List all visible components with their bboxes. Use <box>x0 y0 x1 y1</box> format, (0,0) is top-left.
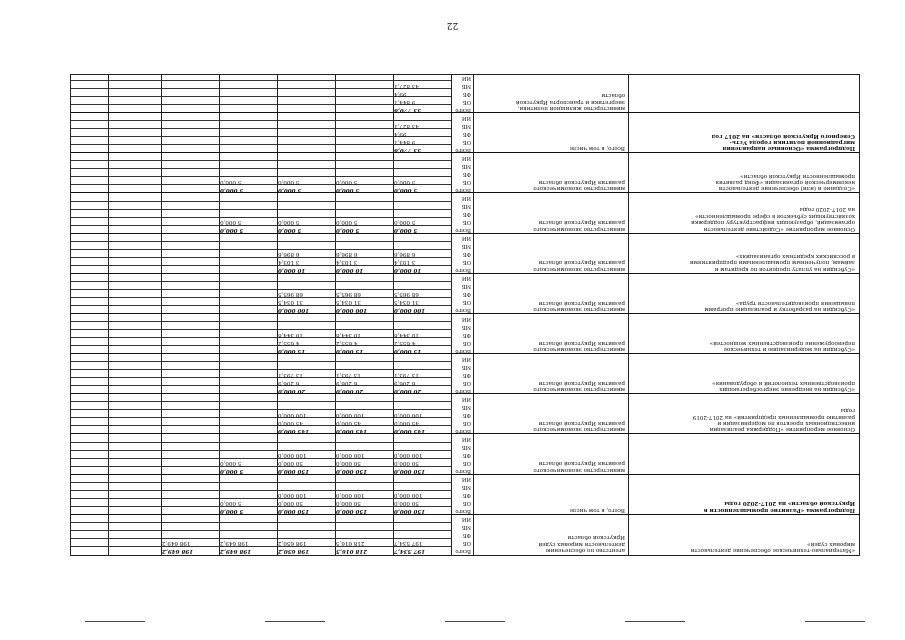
executor-line: агентство по обеспечению <box>545 547 625 553</box>
amount-cell: 13 793,1 <box>278 371 303 378</box>
budget-table <box>70 74 860 556</box>
row-divider <box>71 369 452 370</box>
program-title-line: Подпрограмма «Основные направления <box>722 145 855 152</box>
amount-cell: 198 649,2 <box>220 540 249 547</box>
row-divider <box>71 281 452 282</box>
funding-source-code: ФБ <box>462 211 471 218</box>
amount-cell: 3 103,4 <box>278 259 300 266</box>
funding-source-code: ФБ <box>462 130 471 137</box>
row-divider <box>71 538 452 539</box>
row-divider <box>71 313 859 314</box>
amount-cell: 50 000,0 <box>278 460 303 467</box>
executor-line: развития Иркутской области <box>538 259 625 266</box>
amount-cell: 150 000,0 <box>336 468 368 475</box>
amount-cell: 15 000,0 <box>278 347 306 354</box>
funding-source-code: МБ <box>461 203 471 210</box>
amount-cell: 53 770,6 <box>394 146 422 153</box>
amount-cell: 218 016,5 <box>336 548 368 555</box>
row-divider <box>71 160 452 161</box>
funding-source-code: Всего <box>455 106 471 113</box>
row-divider <box>71 442 452 443</box>
row-divider <box>71 249 452 250</box>
funding-source-code: ФБ <box>462 331 471 338</box>
amount-cell: 198 650,2 <box>278 548 310 555</box>
amount-cell: 197 534,7 <box>394 540 423 547</box>
executor-line: министерство экономического <box>533 265 625 272</box>
amount-cell: 5 000,0 <box>220 227 244 234</box>
program-title-line: промышленности Иркутской области» <box>740 172 855 179</box>
funding-source-code: ИИ <box>461 114 471 121</box>
amount-cell: 5 000,0 <box>220 219 242 226</box>
row-divider <box>71 490 452 491</box>
amount-cell: 5 000,0 <box>278 219 300 226</box>
amount-cell: 100 000,0 <box>278 452 307 459</box>
amount-cell: 10 000,0 <box>394 267 422 274</box>
funding-source-code: ИИ <box>461 476 471 483</box>
amount-cell: 5 000,0 <box>394 187 418 193</box>
program-title-line: некоммерческой организации «Фонд развития <box>715 179 855 186</box>
executor-line: министерство экономического <box>533 426 625 433</box>
executor-line: энергетики и транспорта Иркутской <box>515 98 625 105</box>
program-title-line: организаций, образующих инфраструктуру поддержки <box>690 219 855 226</box>
column-divider <box>473 75 474 555</box>
funding-source-code: ОБ <box>462 500 471 507</box>
row-divider <box>71 482 452 483</box>
amount-cell: 145 000,0 <box>336 428 368 434</box>
amount-cell: 150 000,0 <box>278 508 310 515</box>
amount-cell: 5 000,0 <box>220 508 244 515</box>
row-divider <box>71 217 452 218</box>
funding-source-code: ИИ <box>461 516 471 523</box>
funding-source-code: МБ <box>461 162 471 169</box>
amount-cell: 5 000,0 <box>394 219 416 226</box>
amount-cell: 4 655,2 <box>278 339 300 346</box>
amount-cell: 10 344,8 <box>336 331 361 338</box>
row-divider <box>71 201 452 202</box>
funding-source-code: МБ <box>461 283 471 290</box>
amount-cell: 5 000,0 <box>394 178 416 185</box>
funding-source-code: МБ <box>461 363 471 370</box>
program-title-line: «Субсидии на разработку и реализацию программ <box>704 306 855 312</box>
program-title-line: повышения производительности труда» <box>735 299 855 306</box>
row-divider <box>71 522 452 523</box>
amount-cell: 6 206,9 <box>394 379 416 386</box>
amount-cell: 150 000,0 <box>394 508 426 515</box>
amount-cell: 100 000,0 <box>336 307 368 314</box>
funding-source-code: ОБ <box>462 219 471 226</box>
amount-cell: 100 000,0 <box>394 492 423 499</box>
program-title-line: «Субсидии на уплату процентов по кредитам и <box>714 265 855 272</box>
row-divider <box>71 321 452 322</box>
row-divider <box>71 241 452 242</box>
funding-source-code: ОБ <box>462 460 471 467</box>
amount-cell: 43 827,1 <box>394 122 419 129</box>
program-title-line: «Субсидии на внедрение энергосберегающих <box>719 386 855 393</box>
program-title-line: мировых судей» <box>807 540 855 547</box>
amount-cell: 198 649,2 <box>220 548 252 555</box>
executor-line: области <box>601 92 625 99</box>
amount-cell: 9 844,1 <box>394 98 416 105</box>
program-title-line: «Создание и (или) обеспечение деятельности <box>718 185 855 192</box>
amount-cell: 100 000,0 <box>278 411 307 418</box>
executor-line: развития Иркутской области <box>538 339 625 346</box>
row-divider <box>71 80 452 81</box>
amount-cell: 150 000,0 <box>278 468 310 475</box>
amount-cell: 68 965,5 <box>336 291 361 298</box>
amount-cell: 4 655,2 <box>336 339 358 346</box>
row-divider <box>71 289 452 290</box>
funding-source-code: Всего <box>455 548 471 555</box>
executor-line: развития Иркутской области <box>538 460 625 467</box>
row-divider <box>71 168 452 169</box>
amount-cell: 45 000,0 <box>336 419 361 426</box>
program-title-line: хозяйствующих субъектов в сфере промышленности» <box>695 212 855 219</box>
executor-line: Иркутской области <box>567 534 625 541</box>
program-title-line: в российских кредитных организациях» <box>735 253 855 260</box>
amount-cell: 15 000,0 <box>394 347 422 354</box>
amount-cell: 13 793,1 <box>394 371 419 378</box>
funding-source-code: ОБ <box>462 299 471 306</box>
funding-source-code: Всего <box>455 267 471 274</box>
funding-source-code: ФБ <box>462 371 471 378</box>
amount-cell: 100 000,0 <box>394 452 423 459</box>
amount-cell: 10 000,0 <box>336 267 364 274</box>
amount-cell: 31 034,5 <box>394 299 419 306</box>
funding-source-code: ИИ <box>461 436 471 443</box>
funding-source-code: МБ <box>461 444 471 451</box>
funding-source-code: ОБ <box>462 138 471 145</box>
amount-cell: 53 770,6 <box>394 106 422 113</box>
amount-cell: 31 034,5 <box>336 299 361 306</box>
amount-cell: 50 000,0 <box>394 500 419 507</box>
amount-cell: 6 206,9 <box>336 379 358 386</box>
amount-cell: 99,4 <box>394 90 407 97</box>
footer-dash <box>445 621 505 622</box>
page-number: 22 <box>446 20 459 30</box>
amount-cell: 150 000,0 <box>394 468 426 475</box>
amount-cell: 45 000,0 <box>394 419 419 426</box>
funding-source-code: ФБ <box>462 492 471 499</box>
funding-source-code: ИИ <box>461 355 471 362</box>
funding-source-code: ИИ <box>461 315 471 322</box>
program-title-line: Основное мероприятие «Поддержка реализации <box>709 426 855 433</box>
column-divider <box>219 75 220 555</box>
program-title-line: развитию промышленных предприятий» на 2017-2019 <box>692 413 855 420</box>
amount-cell: 50 000,0 <box>336 460 361 467</box>
funding-source-code: ОБ <box>462 379 471 386</box>
funding-source-code: ОБ <box>462 178 471 185</box>
row-divider <box>71 530 452 531</box>
amount-cell: 68 965,5 <box>394 291 419 298</box>
funding-source-code: ИИ <box>461 74 471 81</box>
amount-cell: 5 000,0 <box>394 227 418 234</box>
executor-line: министерство экономического <box>533 185 625 192</box>
funding-source-code: ИИ <box>461 154 471 161</box>
row-divider <box>71 361 452 362</box>
amount-cell: 5 000,0 <box>278 178 300 185</box>
funding-source-code: Всего <box>455 508 471 515</box>
funding-source-code: МБ <box>461 484 471 491</box>
amount-cell: 6 206,9 <box>278 379 300 386</box>
funding-source-code: МБ <box>461 82 471 89</box>
amount-cell: 43 827,1 <box>394 82 419 89</box>
amount-cell: 20 000,0 <box>336 387 364 394</box>
amount-cell: 5 000,0 <box>278 227 302 234</box>
amount-cell: 6 896,6 <box>278 251 300 258</box>
footer-dash <box>265 621 325 622</box>
amount-cell: 10 344,8 <box>394 331 419 338</box>
program-title-line: «Материально-техническое обеспечение деятельности <box>690 547 855 553</box>
amount-cell: 15 000,0 <box>336 347 364 354</box>
column-divider <box>108 75 109 555</box>
program-title-line: перевооружение производственных мощностей» <box>709 339 855 346</box>
amount-cell: 100 000,0 <box>394 307 426 314</box>
funding-source-code: Всего <box>455 468 471 475</box>
funding-source-code: ФБ <box>462 251 471 258</box>
funding-source-code: ФБ <box>462 90 471 97</box>
column-divider <box>277 75 278 555</box>
funding-source-code: МБ <box>461 323 471 330</box>
amount-cell: 4 655,2 <box>394 339 416 346</box>
program-title-line: Иркутской области» на 2017-2020 годы <box>724 500 855 507</box>
executor-line: министерство экономического <box>533 306 625 312</box>
amount-cell: 99,4 <box>394 130 407 137</box>
amount-cell: 9 844,1 <box>394 138 416 145</box>
funding-source-code: Всего <box>455 428 471 434</box>
amount-cell: 145 000,0 <box>278 428 310 434</box>
funding-source-code: Всего <box>455 146 471 153</box>
funding-source-code: Всего <box>455 227 471 234</box>
amount-cell: 6 896,6 <box>394 251 416 258</box>
executor-line: министерство экономического <box>533 346 625 353</box>
executor-line: развития Иркутской области <box>538 179 625 186</box>
program-title-line: Северного Иркутской области» на 2017 год <box>711 132 855 139</box>
executor-line: развития Иркутской области <box>538 379 625 386</box>
executor-line: развития Иркутской области <box>538 299 625 306</box>
executor-line: развития Иркутской области <box>538 420 625 427</box>
funding-source-code: МБ <box>461 403 471 410</box>
program-title-line: займам, полученным промышленными предприятиями <box>689 259 855 266</box>
funding-source-code: ОБ <box>462 339 471 346</box>
funding-source-code: МБ <box>461 524 471 531</box>
funding-source-code: Всего <box>455 387 471 394</box>
footer-dash <box>85 621 145 622</box>
funding-source-code: ОБ <box>462 98 471 105</box>
funding-source-code: ОБ <box>462 540 471 547</box>
amount-cell: 197 534,7 <box>394 548 426 555</box>
funding-source-code: ИИ <box>461 395 471 402</box>
column-divider <box>628 75 629 555</box>
funding-source-code: ФБ <box>462 532 471 539</box>
amount-cell: 3 103,4 <box>336 259 358 266</box>
funding-source-code: Всего <box>455 347 471 354</box>
executor-line: деятельности мировых судей <box>538 540 625 547</box>
program-title-line: «Субсидии на модернизацию и техническое <box>723 346 855 353</box>
executor-line: развития Иркутской области <box>538 219 625 226</box>
funding-source-code: МБ <box>461 243 471 250</box>
amount-cell: 100 000,0 <box>336 452 365 459</box>
amount-cell: 13 793,1 <box>336 371 361 378</box>
amount-cell: 218 016,5 <box>336 540 365 547</box>
footer-marks <box>45 616 865 622</box>
amount-cell: 5 000,0 <box>220 460 242 467</box>
amount-cell: 198 649,2 <box>162 540 191 547</box>
program-title-line: на 2017-2020 годы <box>799 206 855 213</box>
amount-cell: 50 000,0 <box>394 460 419 467</box>
amount-cell: 5 000,0 <box>336 219 358 226</box>
program-title-line: годы <box>840 407 855 414</box>
amount-cell: 5 000,0 <box>336 187 360 193</box>
amount-cell: 100 000,0 <box>278 492 307 499</box>
funding-source-code: ФБ <box>462 291 471 298</box>
funding-source-code: Всего <box>455 187 471 193</box>
funding-source-code: ФБ <box>462 170 471 177</box>
amount-cell: 5 000,0 <box>220 187 244 193</box>
row-divider <box>71 329 452 330</box>
amount-cell: 5 000,0 <box>278 187 302 193</box>
column-divider <box>161 75 162 555</box>
amount-cell: 10 344,8 <box>278 331 303 338</box>
executor-line: Всего, в том числе <box>569 145 625 152</box>
funding-source-code: ФБ <box>462 452 471 459</box>
amount-cell: 45 000,0 <box>278 419 303 426</box>
amount-cell: 100 000,0 <box>336 411 365 418</box>
funding-source-code: ИИ <box>461 235 471 242</box>
funding-source-code: Всего <box>455 307 471 314</box>
program-title-line: Основное мероприятие «Содействие деятельности <box>703 225 855 232</box>
funding-source-code: ОБ <box>462 259 471 266</box>
row-divider <box>71 209 452 210</box>
amount-cell: 50 000,0 <box>278 500 303 507</box>
row-divider <box>71 401 452 402</box>
footer-dash <box>805 621 865 622</box>
amount-cell: 20 000,0 <box>394 387 422 394</box>
program-title-line: производственных технологий и оборудования» <box>712 379 855 386</box>
row-divider <box>71 450 452 451</box>
funding-source-code: ОБ <box>462 419 471 426</box>
amount-cell: 5 000,0 <box>336 227 360 234</box>
executor-line: министерство экономического <box>533 466 625 473</box>
amount-cell: 198 650,2 <box>278 540 307 547</box>
amount-cell: 5 000,0 <box>220 468 244 475</box>
amount-cell: 5 000,0 <box>336 178 358 185</box>
funding-source-code: ИИ <box>461 275 471 282</box>
amount-cell: 31 034,5 <box>278 299 303 306</box>
row-divider <box>71 176 452 177</box>
executor-line: министерство экономического <box>533 386 625 393</box>
amount-cell: 100 000,0 <box>394 411 423 418</box>
executor-line: министерство жилищной политики, <box>517 105 625 112</box>
amount-cell: 68 965,5 <box>278 291 303 298</box>
funding-source-code: ФБ <box>462 411 471 418</box>
amount-cell: 150 000,0 <box>336 508 368 515</box>
amount-cell: 5 000,0 <box>220 178 242 185</box>
executor-line: министерство экономического <box>533 225 625 232</box>
amount-cell: 198 649,2 <box>162 548 194 555</box>
amount-cell: 100 000,0 <box>278 307 310 314</box>
amount-cell: 20 000,0 <box>278 387 306 394</box>
amount-cell: 10 000,0 <box>278 267 306 274</box>
amount-cell: 3 103,4 <box>394 259 416 266</box>
amount-cell: 5 000,0 <box>220 500 242 507</box>
row-divider <box>71 120 452 121</box>
footer-dash <box>625 621 685 622</box>
amount-cell: 6 896,6 <box>336 251 358 258</box>
funding-source-code: МБ <box>461 122 471 129</box>
amount-cell: 145 000,0 <box>394 428 426 434</box>
executor-line: Всего, в том числе <box>569 506 625 513</box>
funding-source-code: ИИ <box>461 195 471 202</box>
amount-cell: 100 000,0 <box>336 492 365 499</box>
program-title-line: Подпрограмма «Развитие промышленности в <box>703 506 855 513</box>
row-divider <box>71 409 452 410</box>
amount-cell: 50 000,0 <box>336 500 361 507</box>
program-title-line: миграционной политики города Усть- <box>729 138 855 145</box>
program-title-line: инвестиционных проектов по модернизации и <box>717 420 855 427</box>
column-divider <box>335 75 336 555</box>
